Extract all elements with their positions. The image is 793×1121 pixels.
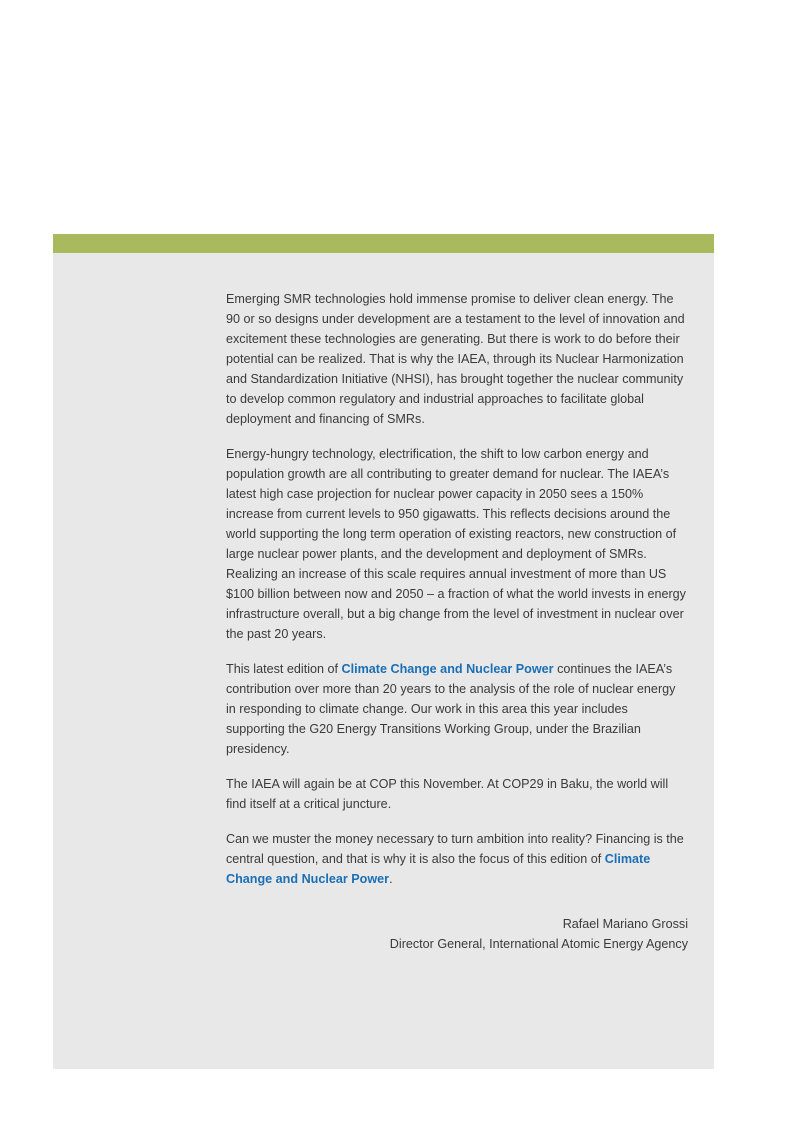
paragraph-5-text-end: . bbox=[389, 872, 393, 886]
paragraph-3 bbox=[226, 659, 688, 759]
paragraph-3-text-end: continues the IAEA’s contribution over more than 20 years to the analysis of the role of nuclear energy in responding to climate change. Our work in this area this year includes supporting the G20 Energy Transitions Working Group, under the Brazilian presidency. bbox=[226, 662, 676, 756]
signatory-title: Director General, International Atomic Energy Agency bbox=[389, 937, 688, 951]
paragraph-5 bbox=[226, 829, 688, 889]
body-text bbox=[226, 289, 688, 954]
signatory-name: Rafael Mariano Grossi bbox=[562, 917, 688, 931]
paragraph-5-text-start: Can we muster the money necessary to turn ambition into reality? Financing is the central question, and that is why it is also the focus of this edition of bbox=[226, 832, 684, 866]
publication-link[interactable]: Climate Change and Nuclear Power bbox=[226, 852, 651, 886]
paragraph-4: The IAEA will again be at COP this November. At COP29 in Baku, the world will find itself at a critical juncture. bbox=[226, 777, 669, 811]
paragraph-2: Energy-hungry technology, electrification, the shift to low carbon energy and population growth are all contributing to greater demand for nuclear. The IAEA’s latest high case projection for nuclear power capacity in 2050 sees a 150% increase from current levels to 950 gigawatts. This reflects decisions around the world supporting the long term operation of existing reactors, new construction of large nuclear power plants, and the development and deployment of SMRs. Realizing an increase of this scale requires annual investment of more than US $100 billion between now and 2050 – a fraction of what the world invests in energy infrastructure overall, but a big change from the level of investment in nuclear over the past 20 years. bbox=[226, 447, 686, 641]
accent-bar bbox=[53, 234, 714, 253]
paragraph-1: Emerging SMR technologies hold immense promise to deliver clean energy. The 90 or so designs under development are a testament to the level of innovation and excitement these technologies are generating. But there is work to do before their potential can be realized. That is why the IAEA, through its Nuclear Harmonization and Standardization Initiative (NHSI), has brought together the nuclear community to develop common regulatory and industrial approaches to facilitate global deployment and financing of SMRs. bbox=[226, 292, 685, 426]
publication-link[interactable]: Climate Change and Nuclear Power bbox=[341, 662, 554, 676]
content-panel bbox=[53, 234, 714, 1069]
paragraph-3-text-start: This latest edition of bbox=[226, 662, 342, 676]
signature-block bbox=[226, 914, 688, 954]
